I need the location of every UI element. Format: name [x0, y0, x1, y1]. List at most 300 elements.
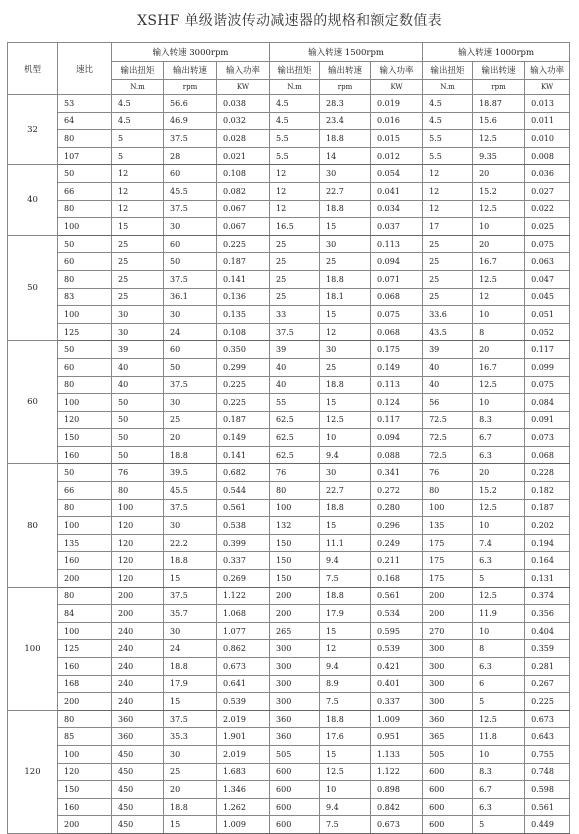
speed-cell: 6.3	[473, 798, 525, 816]
torque-cell: 12	[112, 165, 164, 183]
quantity-header: 输出扭矩	[423, 61, 473, 80]
speed-cell: 18.8	[320, 499, 371, 517]
ratio-cell: 135	[58, 534, 112, 552]
table-row	[8, 781, 570, 799]
power-cell: 0.091	[525, 411, 570, 429]
speed-cell: 10	[473, 517, 525, 535]
speed-cell: 15.6	[473, 112, 525, 130]
power-cell: 0.037	[371, 218, 423, 236]
torque-cell: 56	[423, 394, 473, 412]
power-cell: 0.534	[371, 605, 423, 623]
torque-cell: 39	[112, 341, 164, 359]
speed-cell: 12	[473, 288, 525, 306]
speed-cell: 11.8	[473, 728, 525, 746]
torque-cell: 4.5	[270, 95, 320, 113]
power-cell: 0.131	[525, 570, 570, 588]
speed-cell: 16.7	[473, 253, 525, 271]
table-row	[8, 605, 570, 623]
power-cell: 0.084	[525, 394, 570, 412]
table-row	[8, 446, 570, 464]
speed-cell: 20	[164, 429, 217, 447]
speed-cell: 20	[473, 464, 525, 482]
torque-cell: 300	[270, 658, 320, 676]
ratio-cell: 83	[58, 288, 112, 306]
power-cell: 0.068	[371, 288, 423, 306]
torque-cell: 150	[270, 552, 320, 570]
torque-cell: 450	[112, 798, 164, 816]
table-row	[8, 165, 570, 183]
speed-cell: 15	[320, 394, 371, 412]
power-cell: 0.249	[371, 534, 423, 552]
table-row	[8, 130, 570, 148]
torque-cell: 40	[423, 358, 473, 376]
ratio-cell: 160	[58, 658, 112, 676]
torque-cell: 360	[270, 728, 320, 746]
power-cell: 0.117	[371, 411, 423, 429]
torque-cell: 39	[423, 341, 473, 359]
torque-cell: 360	[270, 710, 320, 728]
torque-cell: 175	[423, 534, 473, 552]
torque-cell: 62.5	[270, 411, 320, 429]
power-cell: 0.538	[217, 517, 270, 535]
speed-cell: 28	[164, 147, 217, 165]
quantity-header: 输出转速	[320, 61, 371, 80]
table-row	[8, 816, 570, 834]
model-cell: 120	[8, 710, 58, 833]
ratio-cell: 150	[58, 429, 112, 447]
speed-cell: 37.5	[164, 587, 217, 605]
speed-cell: 12.5	[473, 499, 525, 517]
torque-cell: 72.5	[423, 411, 473, 429]
page-title: XSHF 单级谐波传动减速器的规格和额定数值表	[137, 13, 442, 29]
table-row	[8, 658, 570, 676]
table-row	[8, 323, 570, 341]
table-row	[8, 745, 570, 763]
torque-cell: 12	[423, 182, 473, 200]
torque-cell: 30	[112, 306, 164, 324]
speed-cell: 22.7	[320, 182, 371, 200]
unit-header: KW	[217, 80, 270, 95]
torque-cell: 50	[112, 394, 164, 412]
power-cell: 0.019	[371, 95, 423, 113]
torque-cell: 12	[112, 200, 164, 218]
torque-cell: 360	[423, 710, 473, 728]
speed-cell: 18.8	[164, 446, 217, 464]
torque-cell: 80	[270, 482, 320, 500]
torque-cell: 12	[423, 165, 473, 183]
speed-cell: 25	[320, 358, 371, 376]
speed-cell: 15	[320, 306, 371, 324]
speed-cell: 45.5	[164, 482, 217, 500]
speed-cell: 50	[164, 358, 217, 376]
model-header: 机型	[8, 43, 58, 95]
speed-cell: 17.6	[320, 728, 371, 746]
torque-cell: 72.5	[423, 446, 473, 464]
table-row	[8, 570, 570, 588]
speed-cell: 17.9	[164, 675, 217, 693]
power-cell: 0.108	[217, 165, 270, 183]
torque-cell: 240	[112, 675, 164, 693]
speed-cell: 37.5	[164, 499, 217, 517]
power-cell: 0.267	[525, 675, 570, 693]
speed-cell: 15.2	[473, 482, 525, 500]
table-row	[8, 482, 570, 500]
quantity-header: 输入功率	[217, 61, 270, 80]
torque-cell: 600	[270, 816, 320, 834]
ratio-cell: 84	[58, 605, 112, 623]
torque-cell: 450	[112, 745, 164, 763]
speed-cell: 25	[164, 763, 217, 781]
power-cell: 1.009	[217, 816, 270, 834]
table-row	[8, 341, 570, 359]
speed-cell: 60	[164, 235, 217, 253]
quantity-header: 输入功率	[371, 61, 423, 80]
table-row	[8, 218, 570, 236]
speed-cell: 10	[473, 218, 525, 236]
torque-cell: 100	[270, 499, 320, 517]
speed-cell: 5	[473, 816, 525, 834]
power-cell: 0.337	[371, 693, 423, 711]
torque-cell: 4.5	[270, 112, 320, 130]
ratio-cell: 200	[58, 816, 112, 834]
power-cell: 0.067	[217, 200, 270, 218]
speed-cell: 30	[320, 165, 371, 183]
torque-cell: 505	[270, 745, 320, 763]
torque-cell: 25	[270, 235, 320, 253]
speed-cell: 8.3	[473, 411, 525, 429]
power-cell: 0.225	[525, 693, 570, 711]
speed-cell: 46.9	[164, 112, 217, 130]
speed-cell: 10	[320, 429, 371, 447]
table-row	[8, 182, 570, 200]
power-cell: 1.346	[217, 781, 270, 799]
power-cell: 0.034	[371, 200, 423, 218]
torque-cell: 150	[270, 570, 320, 588]
power-cell: 1.068	[217, 605, 270, 623]
table-row	[8, 693, 570, 711]
torque-cell: 25	[423, 270, 473, 288]
speed-cell: 6.7	[473, 781, 525, 799]
speed-cell: 10	[473, 622, 525, 640]
table-row	[8, 147, 570, 165]
power-cell: 0.350	[217, 341, 270, 359]
unit-header: N.m	[423, 80, 473, 95]
torque-cell: 5.5	[270, 130, 320, 148]
torque-cell: 12	[112, 182, 164, 200]
torque-cell: 360	[112, 728, 164, 746]
table-row	[8, 288, 570, 306]
ratio-cell: 125	[58, 323, 112, 341]
table-row	[8, 798, 570, 816]
power-cell: 0.598	[525, 781, 570, 799]
table-row	[8, 640, 570, 658]
speed-cell: 36.1	[164, 288, 217, 306]
speed-cell: 6	[473, 675, 525, 693]
torque-cell: 76	[270, 464, 320, 482]
torque-cell: 43.5	[423, 323, 473, 341]
torque-cell: 100	[423, 499, 473, 517]
torque-cell: 25	[112, 235, 164, 253]
speed-cell: 37.5	[164, 200, 217, 218]
speed-cell: 6.3	[473, 446, 525, 464]
table-row	[8, 376, 570, 394]
quantity-header: 输出转速	[473, 61, 525, 80]
speed-cell: 18.8	[164, 658, 217, 676]
speed-cell: 50	[164, 253, 217, 271]
torque-cell: 50	[112, 429, 164, 447]
speed-cell: 15	[164, 570, 217, 588]
speed-cell: 7.5	[320, 693, 371, 711]
speed-cell: 10	[320, 781, 371, 799]
speed-cell: 12.5	[473, 200, 525, 218]
power-cell: 0.136	[217, 288, 270, 306]
torque-cell: 25	[112, 288, 164, 306]
torque-cell: 132	[270, 517, 320, 535]
ratio-cell: 50	[58, 341, 112, 359]
speed-cell: 22.7	[320, 482, 371, 500]
ratio-cell: 66	[58, 182, 112, 200]
torque-cell: 450	[112, 816, 164, 834]
speed-cell: 18.8	[320, 376, 371, 394]
power-cell: 0.404	[525, 622, 570, 640]
table-row	[8, 200, 570, 218]
power-cell: 0.296	[371, 517, 423, 535]
model-cell: 100	[8, 587, 58, 710]
power-cell: 0.225	[217, 235, 270, 253]
power-cell: 0.449	[525, 816, 570, 834]
power-cell: 0.088	[371, 446, 423, 464]
power-cell: 0.068	[525, 446, 570, 464]
speed-cell: 25	[164, 411, 217, 429]
power-cell: 0.673	[371, 816, 423, 834]
model-cell: 50	[8, 235, 58, 341]
torque-cell: 600	[423, 763, 473, 781]
power-cell: 0.202	[525, 517, 570, 535]
speed-cell: 12.5	[473, 710, 525, 728]
power-cell: 0.337	[217, 552, 270, 570]
ratio-cell: 53	[58, 95, 112, 113]
power-cell: 0.341	[371, 464, 423, 482]
torque-cell: 200	[423, 605, 473, 623]
table-row	[8, 552, 570, 570]
torque-cell: 16.5	[270, 218, 320, 236]
speed-cell: 20	[473, 235, 525, 253]
power-cell: 0.755	[525, 745, 570, 763]
table-row	[8, 235, 570, 253]
header-row-speed	[8, 43, 570, 62]
power-cell: 0.359	[525, 640, 570, 658]
speed-cell: 12.5	[473, 130, 525, 148]
speed-cell: 12	[320, 323, 371, 341]
power-cell: 0.051	[525, 306, 570, 324]
torque-cell: 300	[270, 675, 320, 693]
power-cell: 0.011	[525, 112, 570, 130]
torque-cell: 300	[270, 693, 320, 711]
torque-cell: 5	[112, 130, 164, 148]
power-cell: 0.539	[371, 640, 423, 658]
ratio-cell: 80	[58, 587, 112, 605]
power-cell: 0.094	[371, 253, 423, 271]
torque-cell: 40	[270, 376, 320, 394]
torque-cell: 505	[423, 745, 473, 763]
torque-cell: 25	[423, 288, 473, 306]
table-row	[8, 710, 570, 728]
unit-header: rpm	[164, 80, 217, 95]
power-cell: 0.421	[371, 658, 423, 676]
ratio-cell: 100	[58, 218, 112, 236]
power-cell: 0.951	[371, 728, 423, 746]
speed-cell: 18.8	[320, 130, 371, 148]
torque-cell: 450	[112, 781, 164, 799]
speed-cell: 45.5	[164, 182, 217, 200]
torque-cell: 175	[423, 552, 473, 570]
speed-cell: 30	[164, 745, 217, 763]
speed-cell: 10	[473, 394, 525, 412]
power-cell: 0.356	[525, 605, 570, 623]
power-cell: 0.168	[371, 570, 423, 588]
torque-cell: 4.5	[112, 112, 164, 130]
power-cell: 0.054	[371, 165, 423, 183]
torque-cell: 80	[112, 482, 164, 500]
speed-cell: 37.5	[164, 270, 217, 288]
speed-cell: 18.8	[164, 798, 217, 816]
speed-cell: 37.5	[164, 130, 217, 148]
power-cell: 1.683	[217, 763, 270, 781]
power-cell: 0.539	[217, 693, 270, 711]
table-row	[8, 394, 570, 412]
power-cell: 0.036	[525, 165, 570, 183]
torque-cell: 5	[112, 147, 164, 165]
ratio-cell: 150	[58, 781, 112, 799]
power-cell: 1.122	[217, 587, 270, 605]
power-cell: 1.009	[371, 710, 423, 728]
torque-cell: 62.5	[270, 446, 320, 464]
torque-cell: 200	[112, 587, 164, 605]
spec-table-body	[8, 95, 570, 834]
power-cell: 0.141	[217, 446, 270, 464]
speed-cell: 60	[164, 165, 217, 183]
power-cell: 0.082	[217, 182, 270, 200]
speed-cell: 6.3	[473, 552, 525, 570]
power-cell: 0.561	[371, 587, 423, 605]
table-row	[8, 358, 570, 376]
speed-cell: 9.4	[320, 552, 371, 570]
speed-cell: 25	[320, 253, 371, 271]
speed-cell: 28.3	[320, 95, 371, 113]
speed-cell: 15	[164, 816, 217, 834]
ratio-cell: 100	[58, 745, 112, 763]
speed-cell: 30	[164, 306, 217, 324]
ratio-cell: 80	[58, 710, 112, 728]
model-cell: 60	[8, 341, 58, 464]
unit-header: N.m	[270, 80, 320, 95]
speed-cell: 17.9	[320, 605, 371, 623]
speed-cell: 24	[164, 640, 217, 658]
power-cell: 0.299	[217, 358, 270, 376]
ratio-cell: 80	[58, 376, 112, 394]
speed-cell: 12.5	[320, 763, 371, 781]
speed-cell: 5	[473, 570, 525, 588]
power-cell: 0.027	[525, 182, 570, 200]
power-cell: 0.194	[525, 534, 570, 552]
power-cell: 0.010	[525, 130, 570, 148]
ratio-cell: 107	[58, 147, 112, 165]
speed-cell: 15	[164, 693, 217, 711]
torque-cell: 17	[423, 218, 473, 236]
power-cell: 0.067	[217, 218, 270, 236]
ratio-cell: 100	[58, 306, 112, 324]
ratio-cell: 60	[58, 358, 112, 376]
quantity-header: 输出转速	[164, 61, 217, 80]
torque-cell: 37.5	[270, 323, 320, 341]
power-cell: 0.141	[217, 270, 270, 288]
ratio-cell: 100	[58, 394, 112, 412]
speed-cell: 15	[320, 517, 371, 535]
torque-cell: 300	[423, 675, 473, 693]
power-cell: 2.019	[217, 710, 270, 728]
ratio-cell: 66	[58, 482, 112, 500]
power-cell: 0.021	[217, 147, 270, 165]
torque-cell: 40	[112, 376, 164, 394]
speed-cell: 15	[320, 745, 371, 763]
speed-cell: 56.6	[164, 95, 217, 113]
speed-cell: 22.2	[164, 534, 217, 552]
speed-cell: 30	[164, 517, 217, 535]
speed-cell: 12.5	[320, 411, 371, 429]
power-cell: 0.008	[525, 147, 570, 165]
power-cell: 0.047	[525, 270, 570, 288]
torque-cell: 80	[423, 482, 473, 500]
power-cell: 0.187	[525, 499, 570, 517]
power-cell: 0.187	[217, 253, 270, 271]
torque-cell: 25	[270, 288, 320, 306]
power-cell: 0.149	[217, 429, 270, 447]
torque-cell: 300	[423, 658, 473, 676]
speed-cell: 9.4	[320, 658, 371, 676]
torque-cell: 175	[423, 570, 473, 588]
power-cell: 0.135	[217, 306, 270, 324]
torque-cell: 39	[270, 341, 320, 359]
table-row	[8, 728, 570, 746]
ratio-cell: 160	[58, 798, 112, 816]
power-cell: 0.269	[217, 570, 270, 588]
torque-cell: 33.6	[423, 306, 473, 324]
power-cell: 0.108	[217, 323, 270, 341]
speed-cell: 8.3	[473, 763, 525, 781]
power-cell: 0.187	[217, 411, 270, 429]
speed-cell: 6.3	[473, 658, 525, 676]
ratio-cell: 64	[58, 112, 112, 130]
torque-cell: 40	[270, 358, 320, 376]
power-cell: 0.012	[371, 147, 423, 165]
table-row	[8, 429, 570, 447]
table-row	[8, 675, 570, 693]
speed-cell: 20	[473, 165, 525, 183]
torque-cell: 76	[112, 464, 164, 482]
speed-cell: 9.4	[320, 446, 371, 464]
ratio-cell: 200	[58, 570, 112, 588]
torque-cell: 265	[270, 622, 320, 640]
power-cell: 0.094	[371, 429, 423, 447]
speed-cell: 10	[473, 306, 525, 324]
power-cell: 0.022	[525, 200, 570, 218]
speed-cell: 39.5	[164, 464, 217, 482]
table-row	[8, 112, 570, 130]
power-cell: 0.073	[525, 429, 570, 447]
torque-cell: 360	[112, 710, 164, 728]
table-row	[8, 622, 570, 640]
speed-cell: 20	[473, 341, 525, 359]
